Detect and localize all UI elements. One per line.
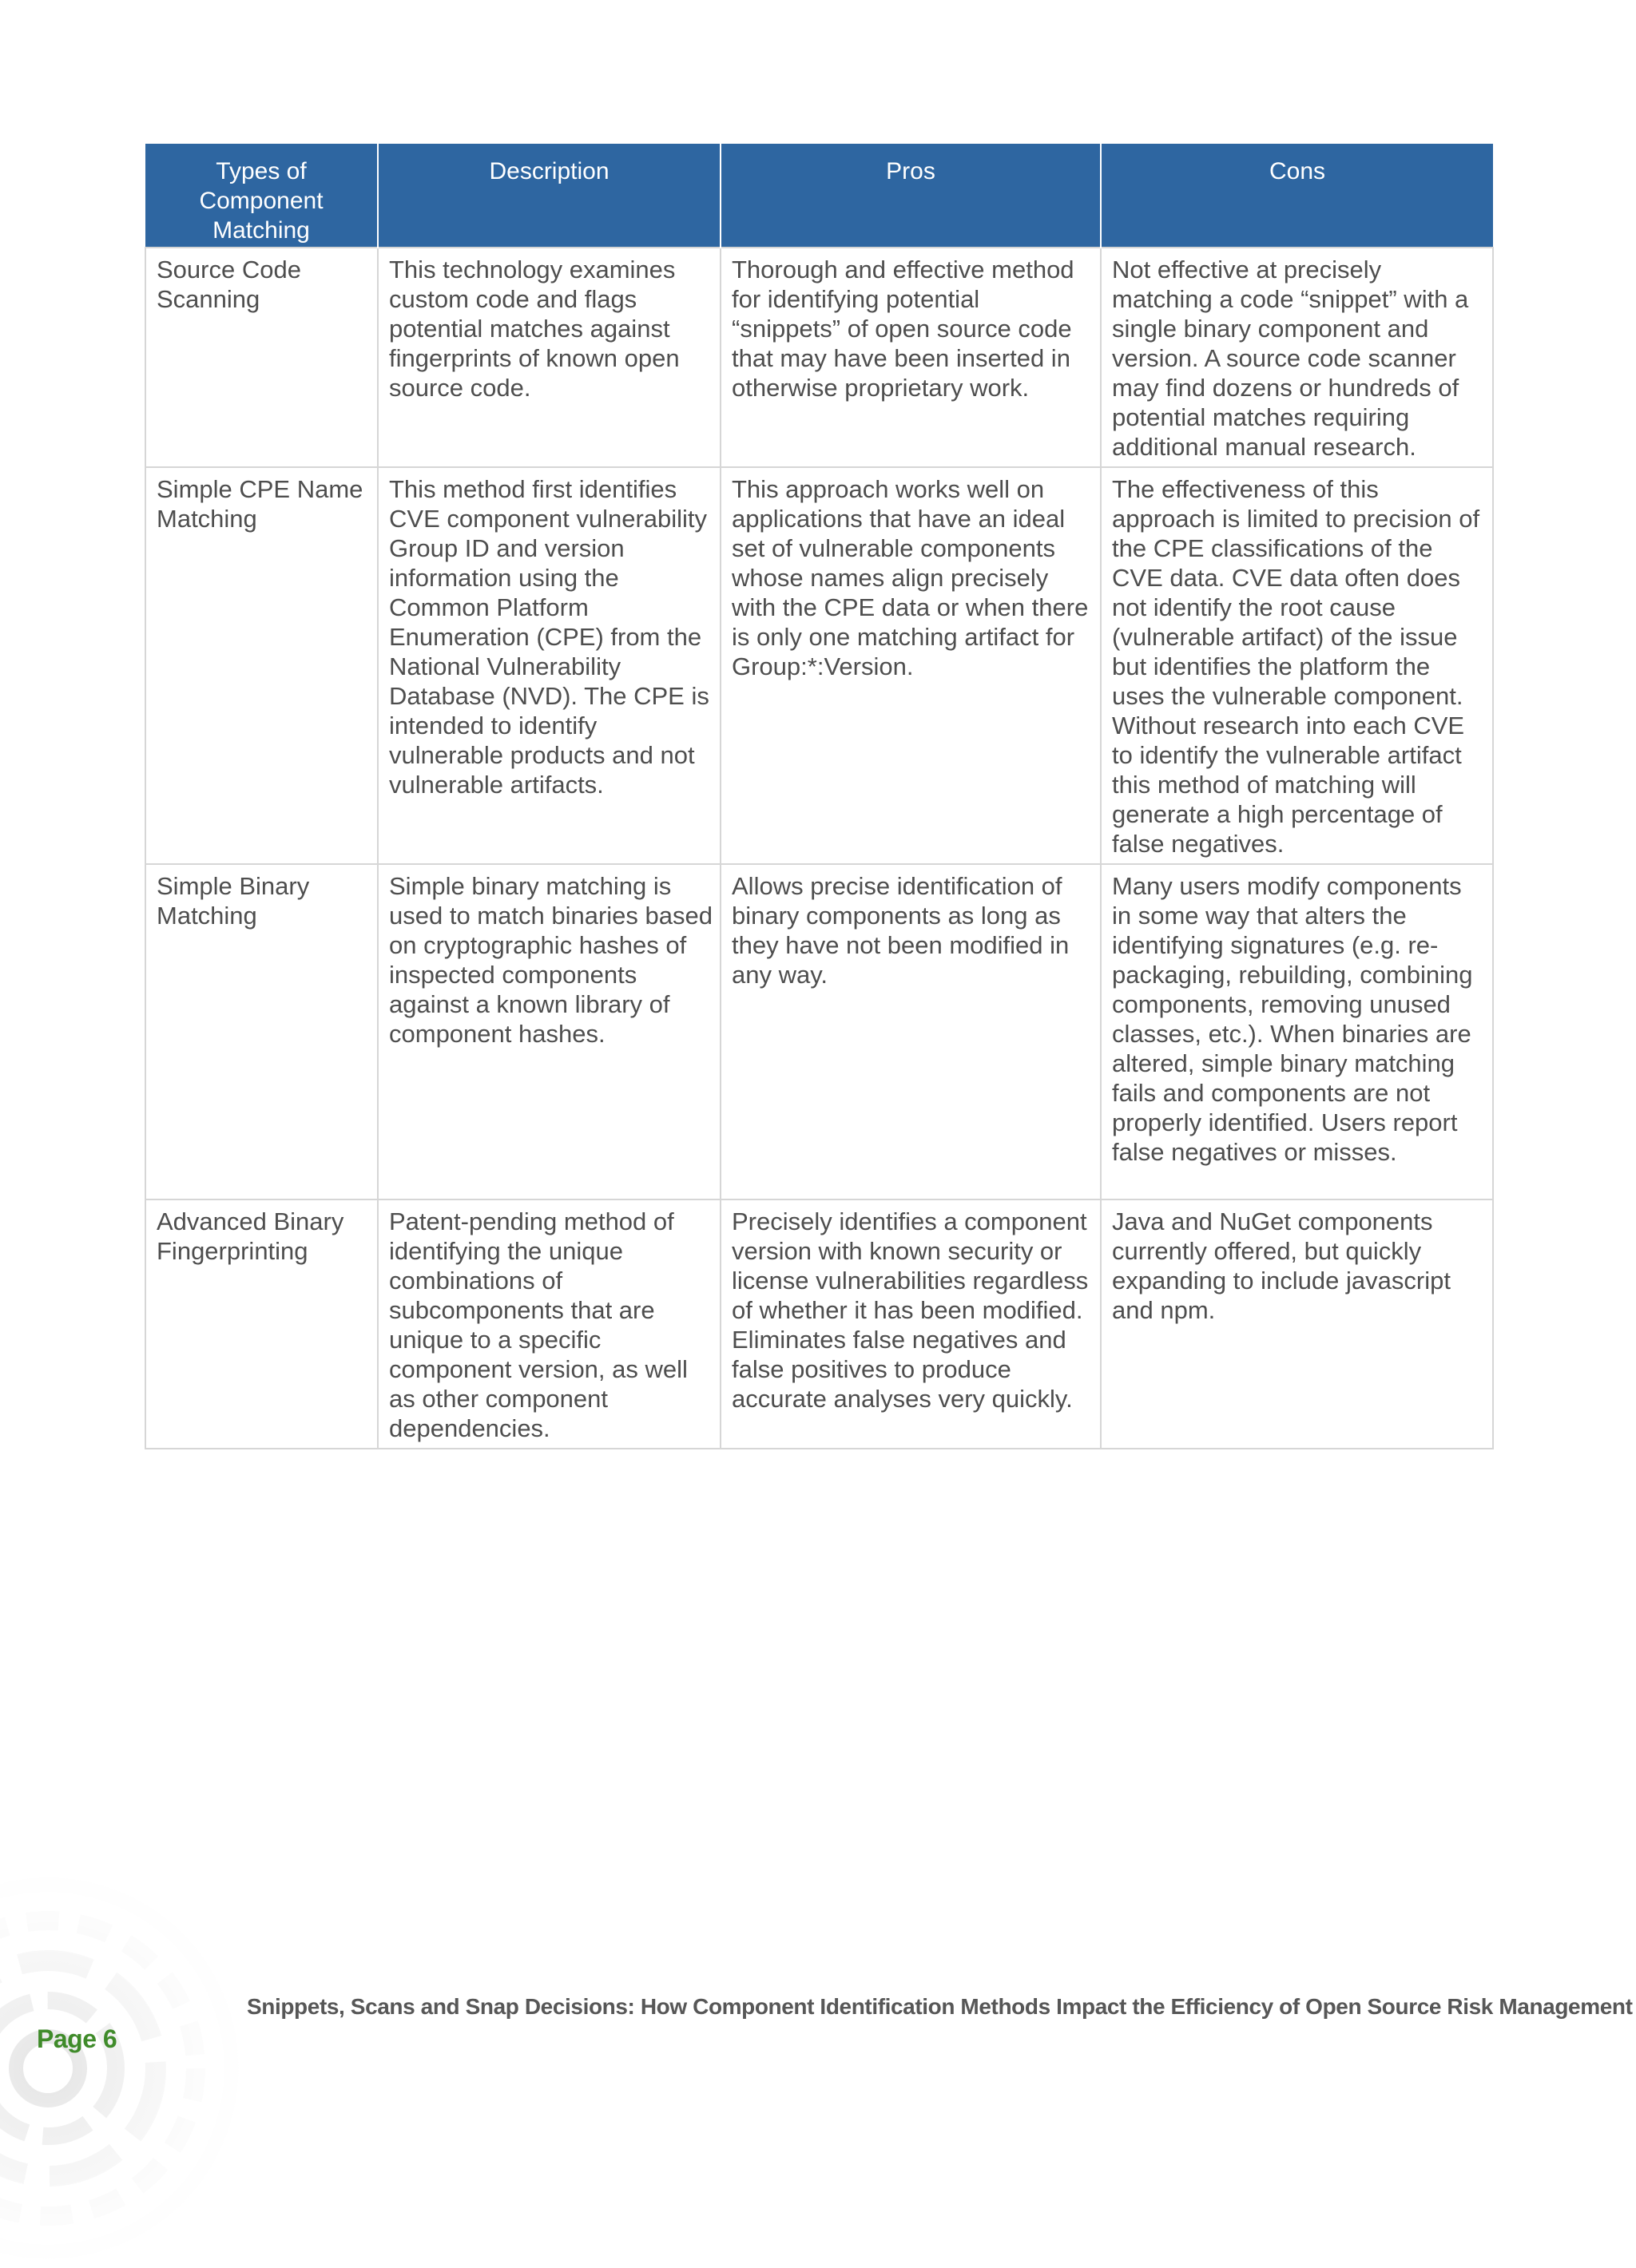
header-pros: Pros: [721, 144, 1101, 248]
table-row: [145, 864, 1493, 1199]
cell-cons: Not effective at precisely matching a code “snippet” with a single binary component and version. A source code scanner may find dozens or hundreds of potential matches requiring additional manual research.: [1101, 248, 1493, 467]
table-header-row: [145, 144, 1493, 248]
table-row: [145, 248, 1493, 467]
cell-pros: Thorough and effective method for identifying potential “snippets” of open source code that may have been inserted in otherwise proprietary work.: [721, 248, 1101, 467]
page-number: Page 6: [37, 2024, 117, 2053]
cell-type: Source Code Scanning: [145, 248, 378, 467]
header-cons: Cons: [1101, 144, 1493, 248]
cell-type: Simple CPE Name Matching: [145, 467, 378, 864]
header-types: Types of Component Matching: [145, 144, 378, 248]
header-description: Description: [378, 144, 721, 248]
cell-pros: Precisely identifies a component version with known security or license vulnerabilities regardless of whether it has been modified. Eliminates false negatives and false positives to produce accurate analyses very quickly.: [721, 1199, 1101, 1449]
cell-description: This technology examines custom code and flags potential matches against fingerprints of known open source code.: [378, 248, 721, 467]
table-row: [145, 1199, 1493, 1449]
table-row: [145, 467, 1493, 864]
cell-description: Patent-pending method of identifying the unique combinations of subcomponents that are unique to a specific component version, as well as other component dependencies.: [378, 1199, 721, 1449]
component-matching-table-container: [145, 144, 1492, 1449]
component-matching-table: [145, 144, 1494, 1449]
cell-type: Advanced Binary Fingerprinting: [145, 1199, 378, 1449]
cell-pros: This approach works well on applications that have an ideal set of vulnerable components whose names align precisely with the CPE data or when there is only one matching artifact for Group:*:Version.: [721, 467, 1101, 864]
concentric-rings-graphic: [0, 1869, 248, 2268]
cell-cons: Many users modify components in some way that alters the identifying signatures (e.g. re- packaging, rebuilding, combining components, removing unused classes, etc.). When binaries are altered, simple binary matching fails and components are not properly identified. Users report false negatives or misses.: [1101, 864, 1493, 1199]
footer-document-title: Snippets, Scans and Snap Decisions: How Component Identification Methods Impact the Efficiency of Open Source Risk Management: [247, 1994, 1633, 2019]
cell-cons: Java and NuGet components currently offered, but quickly expanding to include javascript and npm.: [1101, 1199, 1493, 1449]
cell-description: This method first identifies CVE component vulnerability Group ID and version information using the Common Platform Enumeration (CPE) from the National Vulnerability Database (NVD). The CPE is intended to identify vulnerable products and not vulnerable artifacts.: [378, 467, 721, 864]
cell-pros: Allows precise identification of binary components as long as they have not been modified in any way.: [721, 864, 1101, 1199]
cell-type: Simple Binary Matching: [145, 864, 378, 1199]
cell-cons: The effectiveness of this approach is limited to precision of the CPE classifications of the CVE data. CVE data often does not identify the root cause (vulnerable artifact) of the issue but identifies the platform the uses the vulnerable component. Without research into each CVE to identify the vulnerable artifact this method of matching will generate a high percentage of false negatives.: [1101, 467, 1493, 864]
cell-description: Simple binary matching is used to match binaries based on cryptographic hashes of inspected components against a known library of component hashes.: [378, 864, 721, 1199]
